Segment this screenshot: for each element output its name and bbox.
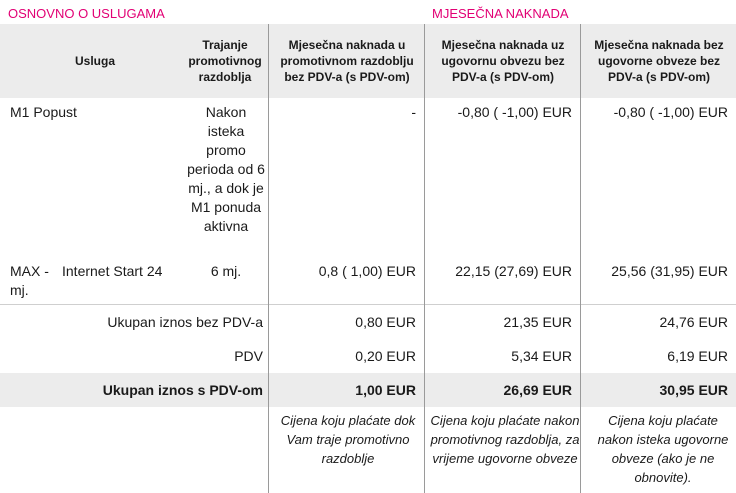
row1-service: M1 Popust [10, 104, 77, 120]
note-promo: Cijena koju plaćate dok Vam traje promotivno razdoblje [280, 413, 416, 466]
row2-service-name: Internet Start 24 [62, 263, 163, 279]
row1-contract: -0,80 ( -1,00) EUR [457, 104, 572, 120]
header-service: Usluga [74, 54, 115, 68]
header-no-contract-fee: Mjesečna naknada bez ugovorne obveze bez PDV-a (s PDV-om) [594, 38, 724, 84]
header-contract-fee: Mjesečna naknada uz ugovornu obvezu bez PDV-a (s PDV-om) [441, 38, 565, 84]
row2-contract: 22,15 (27,69) EUR [455, 263, 572, 279]
column-divider-3 [580, 24, 581, 493]
vat-label: PDV [234, 348, 263, 364]
column-divider-1 [268, 24, 269, 493]
header-duration: Trajanje promotivnog razdoblja [188, 38, 262, 84]
row2-duration: 6 mj. [210, 263, 242, 279]
header-promo-fee: Mjesečna naknada u promotivnom razdoblju bez PDV-a (s PDV-om) [280, 38, 414, 84]
items-divider [0, 304, 736, 305]
note-contract: Cijena koju plaćate nakon promotivnog razdoblja, za vrijeme ugovorne obveze [430, 413, 580, 466]
net-total-contract: 21,35 EUR [503, 314, 572, 330]
note-no-contract: Cijena koju plaćate nakon isteka ugovorne obveze (ako je ne obnovite). [597, 413, 729, 485]
row2-promo: 0,8 ( 1,00) EUR [318, 263, 416, 279]
gross-total-promo: 1,00 EUR [355, 382, 416, 398]
net-total-label: Ukupan iznos bez PDV-a [107, 314, 263, 330]
column-divider-2 [424, 24, 425, 493]
row2-service-prefix: MAX - mj. [10, 263, 49, 298]
row1-promo: - [411, 104, 416, 120]
vat-contract: 5,34 EUR [511, 348, 572, 364]
row1-duration: Nakon isteka promo perioda od 6 mj., a dok je M1 ponuda aktivna [187, 104, 265, 234]
gross-total-contract: 26,69 EUR [503, 382, 572, 398]
gross-total-label: Ukupan iznos s PDV-om [102, 382, 263, 398]
row2-no-contract: 25,56 (31,95) EUR [611, 263, 728, 279]
net-total-promo: 0,80 EUR [355, 314, 416, 330]
vat-promo: 0,20 EUR [355, 348, 416, 364]
section-title-monthly-fee: MJESEČNA NAKNADA [432, 6, 569, 21]
net-total-no-contract: 24,76 EUR [659, 314, 728, 330]
vat-no-contract: 6,19 EUR [667, 348, 728, 364]
section-title-services: OSNOVNO O USLUGAMA [8, 6, 165, 21]
gross-total-no-contract: 30,95 EUR [659, 382, 728, 398]
row1-no-contract: -0,80 ( -1,00) EUR [613, 104, 728, 120]
